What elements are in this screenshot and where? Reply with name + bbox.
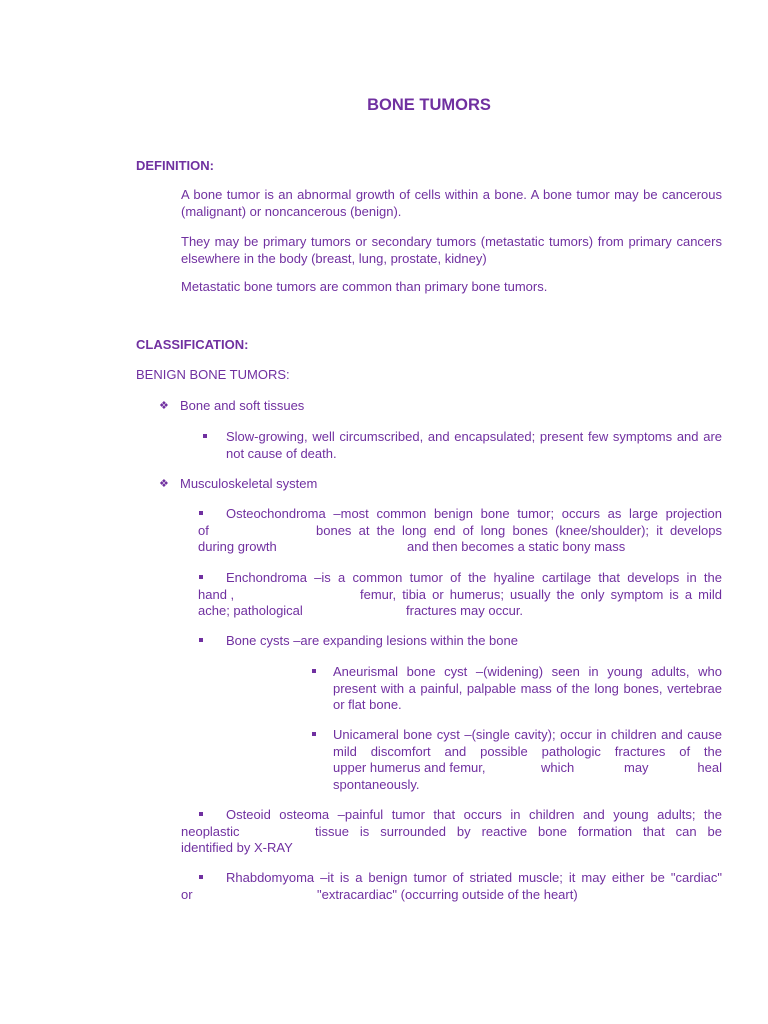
group-label: Musculoskeletal system — [180, 476, 318, 491]
list-item-enchondroma: Enchondroma –is a common tumor of the hyaline cartilage that develops in the hand , femur, tibia or humerus; usually the only symptom is a mild ache; pathological fractures may occur. — [198, 570, 722, 618]
page-title: BONE TUMORS — [367, 96, 491, 114]
list-item-slow-growing: Slow-growing, well circumscribed, and encapsulated; present few symptoms and are not cause of death. — [226, 429, 722, 461]
square-bullet-icon — [203, 434, 207, 438]
definition-paragraph-2: They may be primary tumors or secondary tumors (metastatic tumors) from primary cancers elsewhere in the body (breast, lung, prostate, kidney) — [181, 234, 722, 266]
list-item-osteoid-osteoma: Osteoid osteoma –painful tumor that occurs in children and young adults; the neoplastic tissue is surrounded by reactive bone formation that can be identified by X-RAY — [181, 807, 722, 855]
list-item-rhabdomyoma: Rhabdomyoma –it is a benign tumor of striated muscle; it may either be "cardiac" or "extracardiac" (occurring outside of the heart) — [181, 870, 722, 902]
list-item-aneurismal-cyst: Aneurismal bone cyst –(widening) seen in young adults, who present with a painful, palpable mass of the long bones, vertebrae or flat bone. — [333, 664, 722, 712]
definition-paragraph-1: A bone tumor is an abnormal growth of cells within a bone. A bone tumor may be cancerous (malignant) or noncancerous (benign). — [181, 187, 722, 219]
group-label: Bone and soft tissues — [180, 398, 305, 413]
list-item-unicameral-cyst: Unicameral bone cyst –(single cavity); occur in children and cause mild discomfort and possible pathologic fractures of the upper humerus and femur, which may heal spontaneously. — [333, 727, 722, 792]
square-bullet-icon — [312, 732, 316, 736]
definition-heading: DEFINITION: — [136, 158, 214, 173]
definition-paragraph-3: Metastatic bone tumors are common than primary bone tumors. — [181, 279, 548, 294]
square-bullet-icon — [312, 669, 316, 673]
diamond-bullet-icon: ❖ — [159, 400, 169, 412]
classification-heading: CLASSIFICATION: — [136, 337, 249, 352]
diamond-bullet-icon: ❖ — [159, 478, 169, 490]
list-item-osteochondroma: Osteochondroma –most common benign bone tumor; occurs as large projection of bones at the long end of long bones (knee/shoulder); it develops during growth and then becomes a static bony mass — [198, 506, 722, 554]
list-item-bone-cysts: Bone cysts –are expanding lesions within the bone — [226, 633, 518, 648]
benign-heading: BENIGN BONE TUMORS: — [136, 367, 290, 382]
square-bullet-icon — [199, 638, 203, 642]
